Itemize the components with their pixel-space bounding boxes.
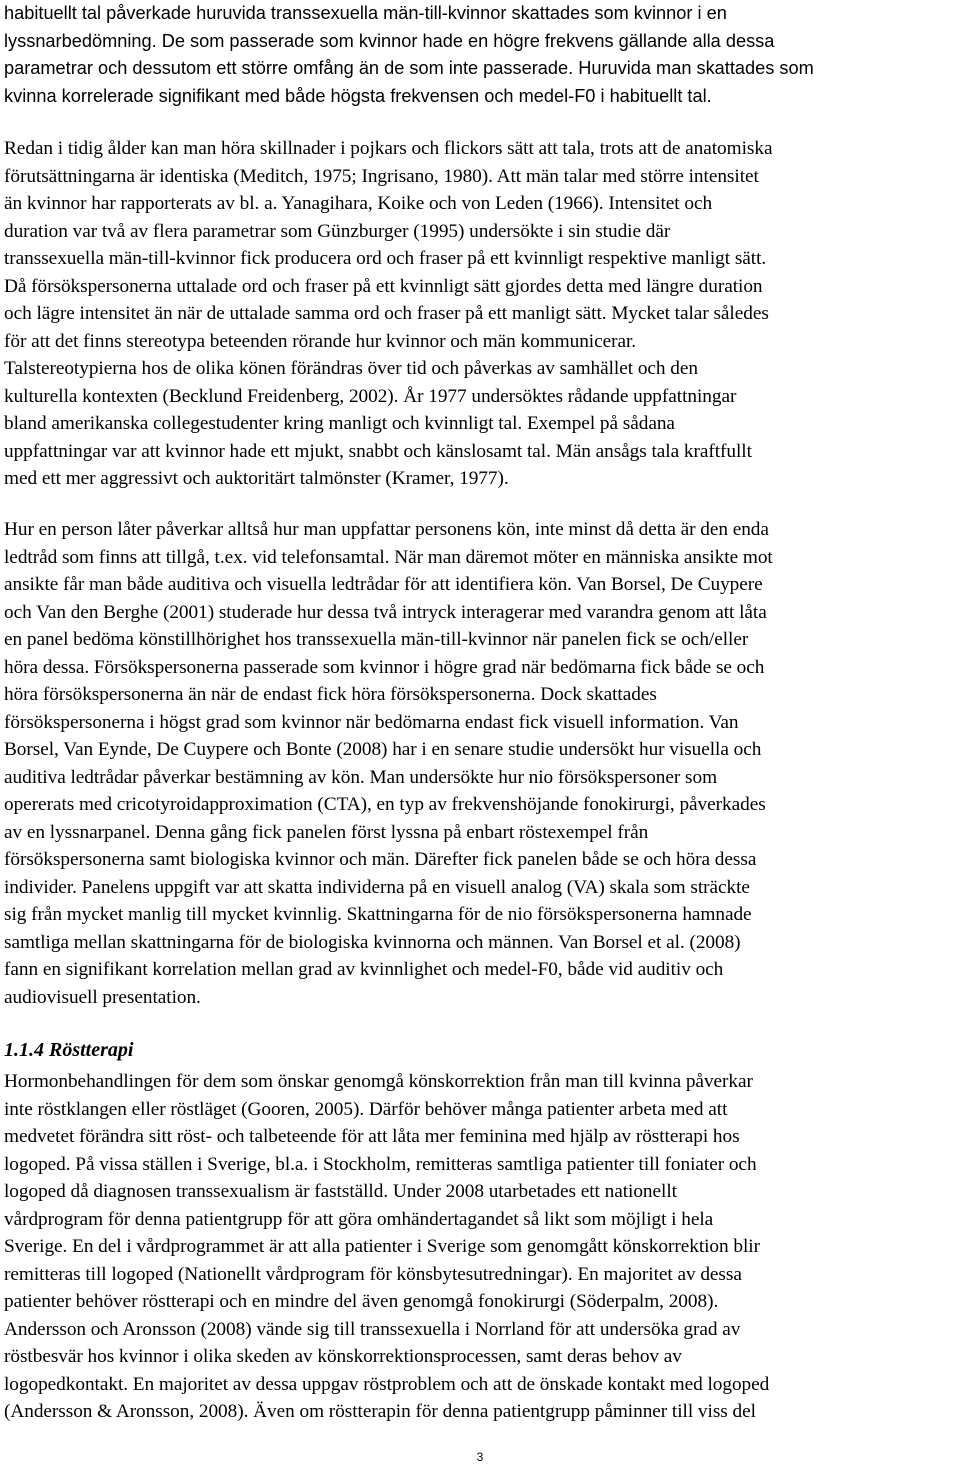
- text-line: vårdprogram för denna patientgrupp för att göra omhändertagandet så likt som möjligt i hela: [4, 1208, 714, 1230]
- text-line: förutsättningarna är identiska (Meditch, 1975; Ingrisano, 1980). Att män talar med större intensitet: [4, 165, 759, 187]
- text-line: försökspersonerna samt biologiska kvinnor och män. Därefter fick panelen både se och höra dessa: [4, 849, 757, 870]
- text-line: ansikte får man både auditiva och visuella ledtrådar för att identifiera kön. Van Borsel, De Cuypere: [4, 574, 763, 595]
- text-line: försökspersonerna i högst grad som kvinnor när bedömarna endast fick visuell information. Van: [4, 711, 739, 733]
- text-line: kulturella kontexten (Becklund Freidenberg, 2002). År 1977 undersöktes rådande uppfattningar: [4, 385, 737, 407]
- text-line: parametrar och dessutom ett större omfång än de som inte passerade. Huruvida man skattades som: [4, 58, 814, 78]
- text-line: än kvinnor har rapporterats av bl. a. Yanagihara, Koike och von Leden (1966). Intensitet och: [4, 193, 713, 214]
- text-line: bland amerikanska collegestudenter kring manligt och kvinnligt tal. Exempel på sådana: [4, 413, 675, 434]
- text-line: av en lyssnarpanel. Denna gång fick panelen först lyssna på enbart röstexempel från: [4, 821, 649, 843]
- text-line: logopedkontakt. En majoritet av dessa uppgav röstproblem och att de önskade kontakt med logoped: [4, 1373, 770, 1395]
- paragraph-visual-auditory-cues: [4, 516, 956, 1011]
- text-line: auditiva ledtrådar påverkar bestämning av kön. Man undersökte hur nio försökspersoner som: [4, 766, 718, 788]
- text-line: duration var två av flera parametrar som Günzburger (1995) undersökte i sin studie där: [4, 220, 671, 242]
- text-line: remitteras till logoped (Nationellt vårdprogram för könsbytesutredningar). En majoritet av dessa: [4, 1263, 742, 1285]
- text-line: medvetet förändra sitt röst- och talbeteende för att låta mer feminina med hjälp av röstterapi hos: [4, 1126, 740, 1147]
- text-line: höra försökspersonerna än när de endast fick höra försökspersonerna. Dock skattades: [4, 684, 657, 705]
- text-line: logoped då diagnosen transsexualism är fastställd. Under 2008 utarbetades ett nationellt: [4, 1181, 677, 1202]
- section-heading: 1.1.4 Röstterapi: [4, 1039, 134, 1061]
- text-line: logoped. På vissa ställen i Sverige, bl.a. i Stockholm, remitteras samtliga patienter till foniater och: [4, 1153, 757, 1175]
- paragraph-intro-continued: [4, 0, 956, 110]
- text-line: kvinna korrelerade signifikant med både högsta frekvensen och medel-F0 i habituellt tal.: [4, 85, 712, 106]
- text-line: en panel bedöma könstillhörighet hos transsexuella män-till-kvinnor när panelen fick se och/eller: [4, 629, 749, 650]
- text-line: Då försökspersonerna uttalade ord och fraser på ett kvinnligt sätt gjordes detta med längre duration: [4, 275, 763, 297]
- text-line: Andersson och Aronsson (2008) vände sig till transsexuella i Norrland för att undersöka grad av: [4, 1318, 741, 1340]
- text-line: fann en signifikant korrelation mellan grad av kvinnlighet och medel-F0, både vid auditiv och: [4, 959, 724, 980]
- text-line: och Van den Berghe (2001) studerade hur dessa två intryck interagerar med varandra genom att låta: [4, 601, 767, 623]
- text-line: audiovisuell presentation.: [4, 986, 201, 1008]
- text-line: Hormonbehandlingen för dem som önskar genomgå könskorrektion från man till kvinna påverkar: [4, 1071, 753, 1092]
- text-line: samtliga mellan skattningarna för de biologiska kvinnorna och männen. Van Borsel et al. (2008): [4, 931, 741, 953]
- paragraph-voice-therapy: [4, 1068, 956, 1426]
- text-line: Talstereotypierna hos de olika könen förändras över tid och påverkas av samhället och den: [4, 358, 698, 379]
- text-line: sig från mycket manlig till mycket kvinnlig. Skattningarna för de nio försökspersonerna hamnade: [4, 904, 752, 925]
- text-line: uppfattningar var att kvinnor hade ett mjukt, snabbt och känslosamt tal. Män ansågs tala kraftfullt: [4, 440, 752, 462]
- text-line: höra dessa. Försökspersonerna passerade som kvinnor i högre grad när bedömarna fick både se och: [4, 656, 765, 678]
- text-line: för att det finns stereotypa beteenden rörande hur kvinnor och män kommunicerar.: [4, 330, 637, 352]
- text-line: lyssnarbedömning. De som passerade som kvinnor hade en högre frekvens gällande alla dessa: [4, 30, 775, 51]
- text-line: Borsel, Van Eynde, De Cuypere och Bonte (2008) har i en senare studie undersökt hur visuella och: [4, 739, 762, 760]
- text-line: patienter behöver röstterapi och en mindre del även genomgå fonokirurgi (Söderpalm, 2008).: [4, 1291, 719, 1312]
- text-line: med ett mer aggressivt och auktoritärt talmönster (Kramer, 1977).: [4, 468, 509, 489]
- text-line: och lägre intensitet än när de uttalade samma ord och fraser på ett manligt sätt. Mycket talar således: [4, 303, 769, 324]
- text-line: individer. Panelens uppgift var att skatta individerna på en visuell analog (VA) skala som sträckte: [4, 876, 750, 898]
- text-line: Redan i tidig ålder kan man höra skillnader i pojkars och flickors sätt att tala, trots att de anatomiska: [4, 138, 773, 159]
- text-line: röstbesvär hos kvinnor i olika skeden av könskorrektionsprocessen, samt deras behov av: [4, 1346, 682, 1367]
- text-line: transsexuella män-till-kvinnor fick producera ord och fraser på ett kvinnligt respektive manligt sätt.: [4, 248, 767, 269]
- page-number: 3: [476, 1450, 484, 1464]
- text-line: habituellt tal påverkade huruvida transsexuella män-till-kvinnor skattades som kvinnor i en: [4, 3, 727, 23]
- text-line: opererats med cricotyroidapproximation (CTA), en typ av frekvenshöjande fonokirurgi, påverkades: [4, 794, 766, 815]
- text-line: inte röstklangen eller röstläget (Gooren, 2005). Därför behöver många patienter arbeta med att: [4, 1098, 728, 1120]
- text-line: (Andersson & Aronsson, 2008). Även om röstterapin för denna patientgrupp påminner till viss del: [4, 1401, 756, 1422]
- paragraph-gender-speech-differences: [4, 135, 956, 493]
- text-line: ledtråd som finns att tillgå, t.ex. vid telefonsamtal. När man däremot möter en människa ansikte mot: [4, 546, 773, 568]
- text-line: Hur en person låter påverkar alltså hur man uppfattar personens kön, inte minst då detta är den enda: [4, 519, 769, 540]
- text-line: Sverige. En del i vårdprogrammet är att alla patienter i Sverige som genomgått könskorrektion blir: [4, 1236, 760, 1257]
